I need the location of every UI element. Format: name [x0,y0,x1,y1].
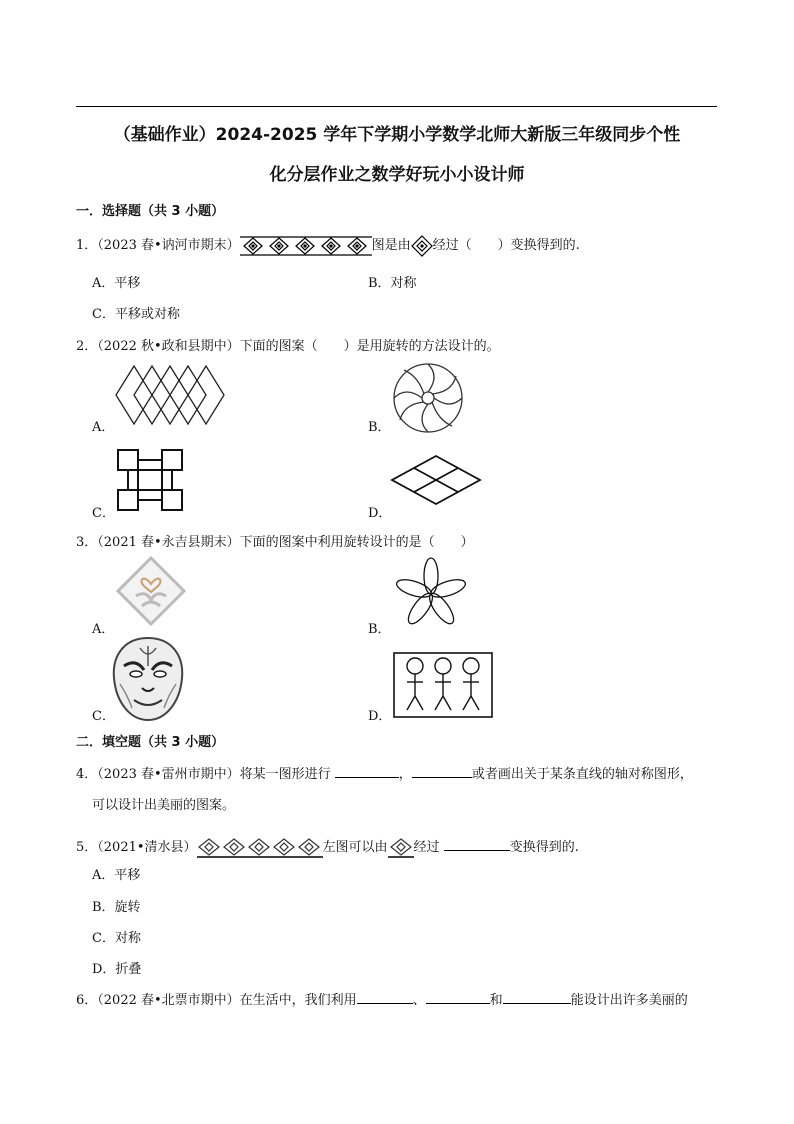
q1-option-b[interactable]: B．对称 [368,276,417,291]
q2-option-d[interactable]: D． [368,506,392,521]
q5-option-d[interactable]: D．折叠 [92,962,142,977]
question-6-and: 和 [489,993,503,1008]
question-4 [76,763,693,782]
question-5-suffix-2: 变换得到的. [509,840,579,855]
question-2: 2．（2022 秋•政和县期中）下面的图案（ ）是用旋转的方法设计的。 [76,339,500,354]
q1-option-c[interactable]: C．平移或对称 [92,307,180,322]
header-rule [76,106,717,107]
overlapping-diamonds-figure [114,364,234,426]
q5-option-c[interactable]: C．对称 [92,931,141,946]
question-1-prefix: 1．（2023 春•讷河市期末） [76,238,240,253]
question-6 [76,989,688,1008]
question-4-line-2: 可以设计出美丽的图案。 [92,798,236,813]
answer-blank-4[interactable] [357,991,413,1004]
question-1 [76,234,580,257]
document-title-line-2: 化分层作业之数学好玩小小设计师 [269,165,525,185]
answer-blank-6[interactable] [503,991,571,1004]
single-diamond-figure [411,235,433,257]
answer-blank-2[interactable] [412,765,472,778]
q3-option-c[interactable]: C． [92,709,115,724]
question-4-suffix: 或者画出关于某条直线的轴对称图形， [471,767,693,782]
answer-blank-3[interactable] [444,838,510,851]
question-3: 3．（2021 春•永吉县期末）下面的图案中利用旋转设计的是（ ） [76,535,474,550]
papercut-heart-diamond-figure [116,556,186,626]
square-knot-figure [116,448,184,512]
question-6-suffix: 能设计出许多美丽的 [570,993,688,1008]
diamond-chain-pattern-figure [197,837,323,859]
q5-option-b[interactable]: B．旋转 [92,900,141,915]
opera-mask-figure [110,636,186,722]
question-6-prefix: 6．（2022 春•北票市期中）在生活中，我们利用 [76,993,357,1008]
question-5-prefix: 5．（2021•清水县） [76,840,197,855]
q2-option-a[interactable]: A． [92,420,115,435]
q3-option-d[interactable]: D． [368,709,392,724]
answer-blank-1[interactable] [335,765,399,778]
q3-option-b[interactable]: B． [368,622,391,637]
question-5-suffix: 经过 [413,840,440,855]
q2-option-c[interactable]: C． [92,506,115,521]
question-4-separator: ， [398,767,412,782]
question-5 [76,836,579,859]
section-heading-fill-in: 二．填空题（共 3 小题） [76,735,225,750]
question-5-mid: 左图可以由 [322,840,388,855]
single-diamond-unit-figure [388,837,414,859]
three-stick-figures-figure [393,652,493,718]
document-title-line-1: （基础作业）2024-2025 学年下学期小学数学北师大新版三年级同步个性 [113,125,681,145]
diamond-border-pattern-figure [240,235,372,257]
pinwheel-circle-figure [392,362,464,434]
question-6-separator: 、 [412,993,426,1008]
section-heading-choice: 一．选择题（共 3 小题） [76,204,225,219]
q2-option-b[interactable]: B． [368,420,391,435]
q3-option-a[interactable]: A． [92,622,115,637]
question-1-suffix: 经过（ ）变换得到的. [432,238,580,253]
q1-option-a[interactable]: A．平移 [92,276,141,291]
answer-blank-5[interactable] [426,991,490,1004]
five-petal-flower-figure [392,556,470,630]
question-1-mid: 图是由 [371,238,411,253]
question-4-prefix: 4．（2023 春•雷州市期中）将某一图形进行 [76,767,331,782]
q5-option-a[interactable]: A．平移 [92,868,141,883]
rhombus-grid-figure [390,454,482,506]
